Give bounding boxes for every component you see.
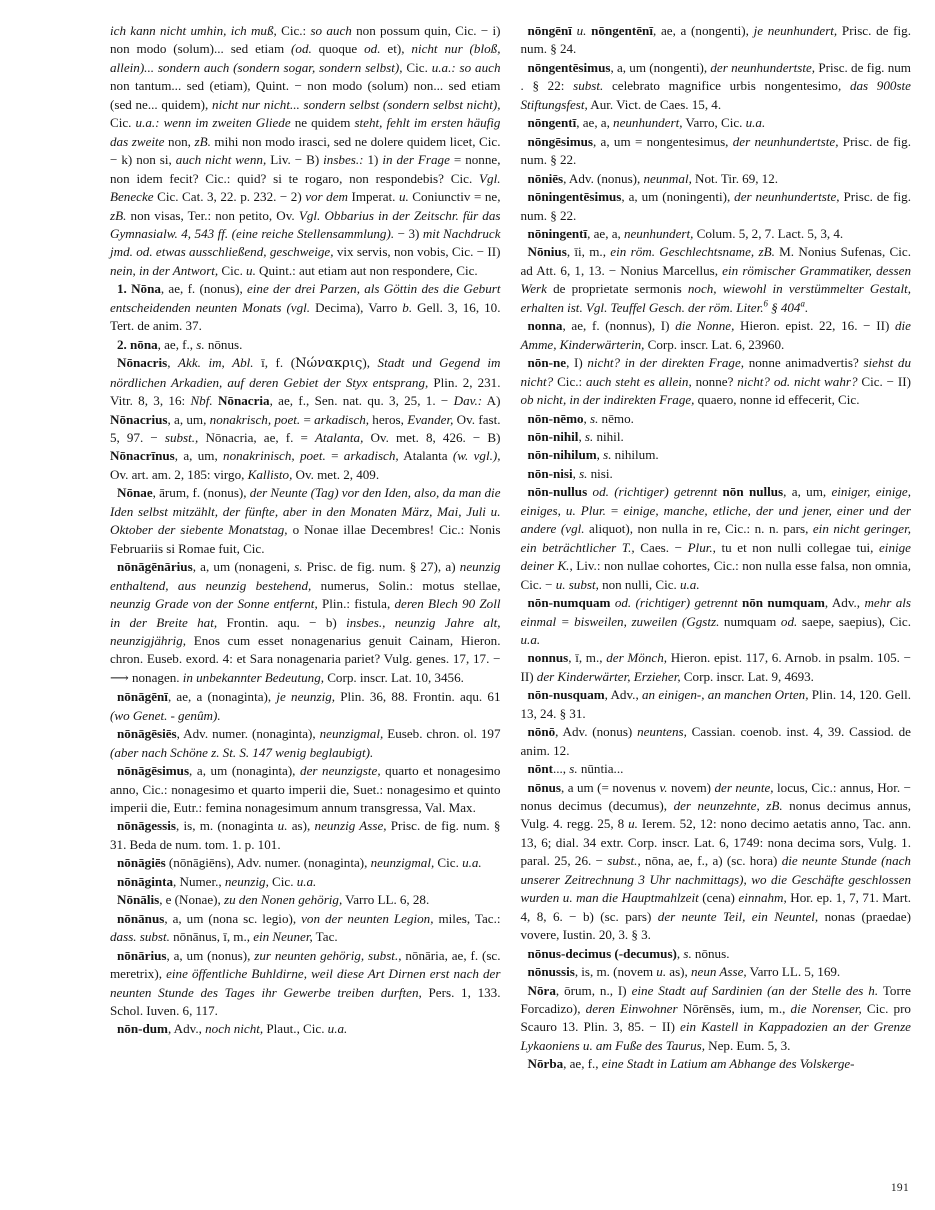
dictionary-entry: ich kann nicht umhin, ich muß, Cic.: so auch non possum quin, Cic. − i) non modo (solum)... sed etiam (od. quoque od. et), nicht nur (bloß, allein)... sondern auch (sondern sogar, sondern selbst), Cic. u.a.: so auch non tantum... sed (etiam), Quint. − non modo (solum) non... sed etiam (sed ne... quidem), nicht nur nicht... sondern selbst (sondern selbst nicht), Cic. u.a.: wenn im zweiten Gliede ne quidem steht, fehlt im ersten häufig das zweite non, zB. mihi non modo irasci, sed ne dolere quidem licet, Cic. − k) non si, auch nicht wenn, Liv. − B) insbes.: 1) in der Frage = nonne, non idem fecit? Cic.: quid? si te rogaro, non respondebis? Cic. Vgl. Benecke Cic. Cat. 3, 22. p. 232. − 2) vor dem Imperat. u. Coniunctiv = ne, zB. non visas, Ter.: non petito, Ov. Vgl. Obbarius in der Zeitschr. für das Gymnasialw. 4, 543 ff. (eine reiche Stellensammlung). − 3) mit Nachdruck jmd. od. etwas ausschließend, geschweige, vix servis, non vobis, Cic. − II) nein, in der Antwort, Cic. u. Quint.: aut etiam aut non respondere, Cic. bbox=[110, 23, 501, 278]
dictionary-entry: 2. nōna, ae, f., s. nōnus. bbox=[117, 336, 243, 352]
dictionary-entry: nōngēsimus, a, um = nongentesimus, der neunhundertste, Prisc. de fig. num. § 22. bbox=[520, 133, 911, 168]
right-column bbox=[521, 22, 912, 1074]
dictionary-entry: nōnāgēsiēs, Adv. numer. (nonaginta), neunzigmal, Euseb. chron. ol. 197 (aber nach Schöne z. St. S. 147 wenig beglaubigt). bbox=[110, 726, 501, 760]
dictionary-entry: nōn-nisi, s. nisi. bbox=[527, 465, 613, 481]
dictionary-entry: nōn-ne, I) nicht? in der direkten Frage, nonne animadvertis? siehst du nicht? Cic.: auch steht es allein, nonne? nicht? od. nicht wahr? Cic. − II) ob nicht, in der indirekten Frage, quaero, nonne id effecerit, Cic. bbox=[520, 355, 912, 408]
dictionary-entry: nōniēs, Adv. (nonus), neunmal, Not. Tir. 69, 12. bbox=[527, 170, 779, 186]
dictionary-entry: nōn-nēmo, s. nēmo. bbox=[527, 410, 634, 426]
dictionary-entry: nōnus, a um (= novenus v. novem) der neunte, locus, Cic.: annus, Hor. − nonus decimus (decumus), der neunzehnte, zB. nonus decimus annus, Vulg. 4. regg. 25, 8 u. Ierem. 52, 12: nono decimo aetatis anno, Tac. ann. 13, 6; dial. 34 extr. Corp. inscr. Lat. 6, 1749: nona decima sors, Vulg. 1. paral. 25, 26. − subst., nōna, ae, f., a) (sc. hora) die neunte Stunde (nach unserer Zeitrechnung 3 Uhr nachmittags), wo die Geschäfte geschlossen wurden u. man die Hauptmahlzeit (cena) einnahm, Hor. ep. 1, 7, 71. Mart. 4, 8, 6. − b) (sc. pars) der neunte Teil, ein Neuntel, nonas (praedae) vovere, Iustin. 20, 3. § 3. bbox=[520, 779, 911, 943]
dictionary-entry: nonnus, ī, m., der Mönch, Hieron. epist. 117, 6. Arnob. in psalm. 105. − II) der Kinderwärter, Erzieher, Corp. inscr. Lat. 9, 4693. bbox=[520, 650, 911, 684]
dictionary-entry: nonna, ae, f. (nonnus), I) die Nonne, Hieron. epist. 22, 16. − II) die Amme, Kinderwärterin, Corp. inscr. Lat. 6, 23960. bbox=[520, 318, 911, 352]
page-columns bbox=[0, 22, 935, 1074]
dictionary-entry: nōnārius, a, um (nonus), zur neunten gehörig, subst., nōnāria, ae, f. (sc. meretrix), eine öffentliche Buhldirne, weil diese Art Dirnen erst nach der neunten Stunde des Tages ihr Gewerbe treiben durften, Pers. 1, 133. Schol. Iuven. 6, 117. bbox=[110, 947, 501, 1019]
page-number: 191 bbox=[890, 1182, 909, 1194]
dictionary-entry: Nōnius, īi, m., ein röm. Geschlechtsname, zB. M. Nonius Sufenas, Cic. ad Att. 6, 1, 13. − Nonius Marcellus, ein römischer Grammatiker, dessen Werk de proprietate sermonis noch, wiewohl in verstümmelter Gestalt, erhalten ist. Vgl. Teuffel Gesch. der röm. Liter.$^6$ § 404$^a$. bbox=[520, 244, 912, 315]
dictionary-entry: nōnāgiēs (nōnāgiēns), Adv. numer. (nonaginta), neunzigmal, Cic. u.a. bbox=[117, 855, 482, 871]
dictionary-entry: nōnussis, is, m. (novem u. as), neun Asse, Varro LL. 5, 169. bbox=[527, 964, 841, 980]
dictionary-entry: nōnt..., s. nūntia... bbox=[527, 761, 624, 777]
dictionary-entry: nōnāgēnārius, a, um (nonageni, s. Prisc. de fig. num. § 27), a) neunzig enthaltend, aus neunzig bestehend, numerus, Solin.: motus stellae, neunzig Grade von der Sonne entfernt, Plin.: fistula, deren Blech 90 Zoll in der Breite hat, Frontin. aqu. − b) insbes., neunzig Jahre alt, neunzigjährig, Enos cum esset nonagenarius genuit Cainam, Hieron. chron. Euseb. exord. 4: et Sara nonagenaria pariet? Vulg. genes. 17, 17. − ⟶ nonagen. in unbekannter Bedeutung, Corp. inscr. Lat. 10, 3456. bbox=[110, 559, 501, 686]
dictionary-entry: nōn-nihil, s. nihil. bbox=[527, 428, 624, 444]
dictionary-entry: nōngēnī u. nōngentēnī, ae, a (nongenti), je neunhundert, Prisc. de fig. num. § 24. bbox=[520, 23, 911, 57]
dictionary-entry: Nōnacris, Akk. im, Abl. ī, f. (Νώνακρις), Stadt und Gegend im nördlichen Arkadien, auf deren Gebiet der Styx entsprang, Plin. 2, 231. Vitr. 8, 3, 16: Nbf. Nōnacria, ae, f., Sen. nat. qu. 3, 25, 1. − Dav.: A) Nōnacrius, a, um, nonakrisch, poet. = arkadisch, heros, Evander, Ov. fast. 5, 97. − subst., Nōnacria, ae, f. = Atalanta, Ov. met. 8, 426. − B) Nōnacrīnus, a, um, nonakrinisch, poet. = arkadisch, Atalanta (w. vgl.), Ov. art. am. 2, 185: virgo, Kallisto, Ov. met. 2, 409. bbox=[110, 355, 501, 482]
dictionary-entry: nōnō, Adv. (nonus) neuntens, Cassian. coenob. inst. 4, 39. Cassiod. de anim. 12. bbox=[520, 724, 911, 758]
dictionary-entry: nōn-nullus od. (richtiger) getrennt nōn nullus, a, um, einiger, einige, einiges, u. Plur. = einige, manche, etliche, der und jener, einer und der andere (vgl. aliquot), non nulla in re, Cic.: n. n. pars, ein nicht geringer, ein beträchtlicher T., Caes. − Plur., tu et non nulli collegae tui, einige deiner K., Liv.: non nullae cohortes, Cic.: non nulla esse falsa, non omnia, Cic. − u. subst, non nulli, Cic. u.a. bbox=[520, 484, 912, 592]
dictionary-entry: nōnāgessis, is, m. (nonaginta u. as), neunzig Asse, Prisc. de fig. num. § 31. Beda de num. tom. 1. p. 101. bbox=[110, 818, 501, 852]
dictionary-entry: Nōnae, ārum, f. (nonus), der Neunte (Tag) vor den Iden, also, da man die Iden selbst mitzählt, der fünfte, aber in den Monaten März, Mai, Juli u. Oktober der siebente Monatstag, o Nonae illae Decembres! Cic.: Nonis Februariis si Romae fuit, Cic. bbox=[110, 485, 501, 556]
left-column bbox=[110, 22, 501, 1039]
dictionary-entry: nōningentēsimus, a, um (noningenti), der neunhundertste, Prisc. de fig. num. § 22. bbox=[520, 189, 911, 223]
left-column-entries bbox=[110, 22, 501, 1039]
dictionary-entry: Nōra, ōrum, n., I) eine Stadt auf Sardinien (an der Stelle des h. Torre Forcadizo), deren Einwohner Nōrēnsēs, ium, m., die Norenser, Cic. pro Scauro 13. Plin. 3, 85. − II) ein Kastell in Kappadozien an der Grenze Lykaoniens u. am Fuße des Taurus, Nep. Eum. 5, 3. bbox=[520, 982, 911, 1053]
dictionary-entry: nōnāgēnī, ae, a (nonaginta), je neunzig, Plin. 36, 88. Frontin. aqu. 61 (wo Genet. - genûm). bbox=[110, 689, 501, 723]
dictionary-entry: Nōnālis, e (Nonae), zu den Nonen gehörig, Varro LL. 6, 28. bbox=[117, 892, 430, 908]
dictionary-entry: nōngentī, ae, a, neunhundert, Varro, Cic. u.a. bbox=[527, 115, 766, 131]
right-column-entries bbox=[521, 22, 912, 1074]
dictionary-entry: nōningentī, ae, a, neunhundert, Colum. 5, 2, 7. Lact. 5, 3, 4. bbox=[527, 225, 844, 241]
dictionary-entry: nōn-nihilum, s. nihilum. bbox=[527, 447, 659, 463]
dictionary-entry: Nōrba, ae, f., eine Stadt in Latium am Abhange des Volskerge- bbox=[527, 1056, 855, 1072]
dictionary-entry: nōngentēsimus, a, um (nongenti), der neunhundertste, Prisc. de fig. num . § 22: subst. celebrato magnifice urbis nongentesimo, das 900ste Stiftungsfest, Aur. Vict. de Caes. 15, 4. bbox=[520, 59, 911, 112]
dictionary-entry: nōn-dum, Adv., noch nicht, Plaut., Cic. u.a. bbox=[117, 1021, 348, 1037]
dictionary-entry: nōnāginta, Numer., neunzig, Cic. u.a. bbox=[117, 873, 317, 889]
dictionary-entry: nōnāgēsimus, a, um (nonaginta), der neunzigste, quarto et nonagesimo anno, Cic.: nonagesimo et quarto imperii die, Suet.: nonagesimo et quinto imperii die, Eutr.: femina nonagesimum annum transgressa, Val. Max. bbox=[110, 763, 501, 816]
dictionary-entry: nōn-numquam od. (richtiger) getrennt nōn numquam, Adv., mehr als einmal = bisweilen, zuweilen (Ggstz. numquam od. saepe, saepius), Cic. u.a. bbox=[520, 595, 911, 647]
dictionary-entry: 1. Nōna, ae, f. (nonus), eine der drei Parzen, als Göttin des die Geburt entscheidenden neunten Monats (vgl. Decima), Varro b. Gell. 3, 16, 10. Tert. de anim. 37. bbox=[110, 281, 501, 334]
dictionary-entry: nōnānus, a, um (nona sc. legio), von der neunten Legion, miles, Tac.: dass. subst. nōnānus, ī, m., ein Neuner, Tac. bbox=[110, 910, 501, 945]
dictionary-entry: nōnus-decimus (-decumus), s. nōnus. bbox=[527, 945, 730, 961]
dictionary-entry: nōn-nusquam, Adv., an einigen-, an manchen Orten, Plin. 14, 120. Gell. 13, 24. § 31. bbox=[520, 687, 911, 721]
